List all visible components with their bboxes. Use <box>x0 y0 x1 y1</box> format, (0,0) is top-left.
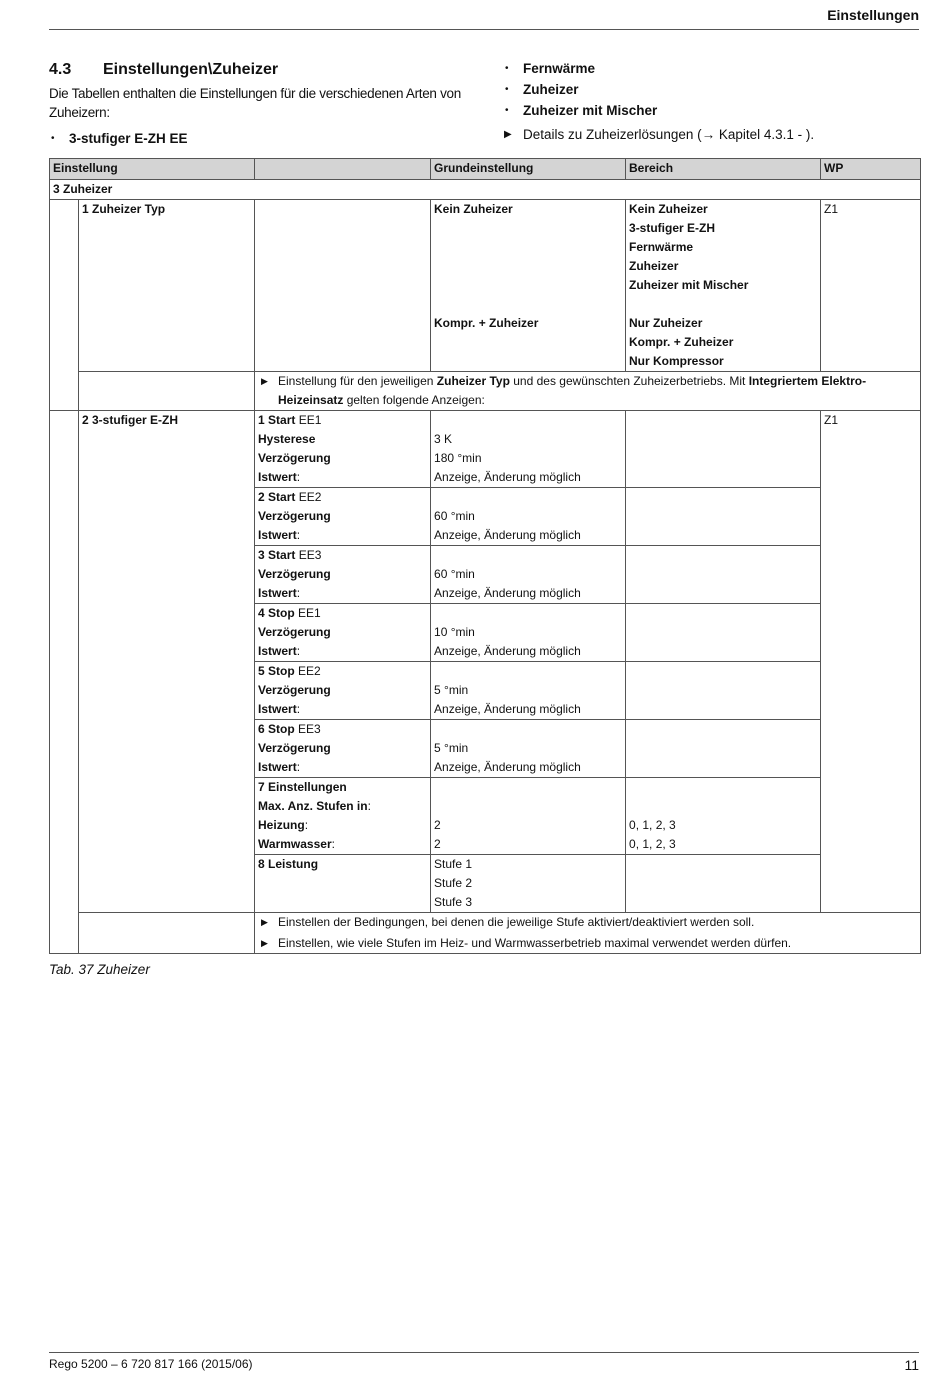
note-text: ▶ Einstellung für den jeweiligen Zuheizer Typ und des gewünschten Zuheizerbetriebs. Mit Integriertem Elektro-Heizeinsatz gelten folgende Anzeigen: <box>258 372 917 410</box>
note-text: ▶ Einstellen, wie viele Stufen im Heiz- und Warmwasserbetrieb maximal verwendet werden dürfen. <box>258 934 917 953</box>
wp-cell: Z1 <box>821 411 921 913</box>
note-text: ▶ Einstellen der Bedingungen, bei denen die jeweilige Stufe aktiviert/deaktiviert werden soll. <box>258 913 917 932</box>
param-cell: 3 Start EE3 Verzögerung Istwert: <box>255 546 431 604</box>
param-cell: 6 Stop EE3 Verzögerung Istwert: <box>255 720 431 778</box>
table-header-row <box>50 159 921 180</box>
range-value: Zuheizer mit Mischer <box>629 278 749 292</box>
range-value: Nur Zuheizer <box>629 316 703 330</box>
note-cell <box>255 372 921 411</box>
default-cell: 2 2 <box>431 778 626 855</box>
col-header-bereich: Bereich <box>626 159 821 180</box>
page-header <box>49 6 919 30</box>
indent-cell <box>50 200 79 411</box>
range-cell <box>626 662 821 720</box>
note-cell <box>255 913 921 954</box>
default-cell: 60 °min Anzeige, Änderung möglich <box>431 488 626 546</box>
group-label: 3 Zuheizer <box>50 180 921 200</box>
group-row <box>50 180 921 200</box>
intro-text: Die Tabellen enthalten die Einstellungen für die verschiedenen Arten von Zuheizern: <box>49 86 461 120</box>
range-value: Kompr. + Zuheizer <box>629 335 734 349</box>
range-value: Nur Kompressor <box>629 354 724 368</box>
default-cell <box>431 200 626 372</box>
param-cell: 8 Leistung <box>255 855 431 913</box>
note-row <box>50 913 921 954</box>
details-reference: ▶ Details zu Zuheizerlösungen (→ Kapitel 4.3.1 - ). <box>503 124 923 145</box>
empty-cell <box>79 372 255 411</box>
table-row <box>50 200 921 372</box>
range-cell: 0, 1, 2, 3 0, 1, 2, 3 <box>626 778 821 855</box>
list-item: • Zuheizer mit Mischer <box>503 100 923 121</box>
page-number: 11 <box>904 1357 919 1373</box>
section-title <box>49 60 479 80</box>
indent-cell <box>50 411 79 954</box>
range-value: Kein Zuheizer <box>629 202 708 216</box>
range-value: Fernwärme <box>629 240 694 254</box>
header-title: Einstellungen <box>827 7 919 23</box>
range-value: 3-stufiger E-ZH <box>629 221 716 235</box>
range-cell <box>626 855 821 913</box>
col-header-grundeinstellung: Grundeinstellung <box>431 159 626 180</box>
range-cell <box>626 411 821 488</box>
range-cell <box>626 200 821 372</box>
page-footer <box>49 1352 919 1373</box>
param-cell: 5 Stop EE2 Verzögerung Istwert: <box>255 662 431 720</box>
param-cell: 7 Einstellungen Max. Anz. Stufen in: Heizung: Warmwasser: <box>255 778 431 855</box>
type-list-right <box>503 58 923 145</box>
param-cell: 2 Start EE2 Verzögerung Istwert: <box>255 488 431 546</box>
default-cell: 5 °min Anzeige, Änderung möglich <box>431 720 626 778</box>
range-cell <box>626 604 821 662</box>
list-item: • 3-stufiger E-ZH EE <box>49 128 479 149</box>
table-row <box>50 411 921 488</box>
setting-label: 1 Zuheizer Typ <box>79 200 255 372</box>
col-header-blank <box>255 159 431 180</box>
default-cell: 3 K 180 °min Anzeige, Änderung möglich <box>431 411 626 488</box>
note-row <box>50 372 921 411</box>
section-head <box>49 60 479 149</box>
range-cell <box>626 546 821 604</box>
default-cell: 10 °min Anzeige, Änderung möglich <box>431 604 626 662</box>
param-cell: 1 Start EE1 Hysterese Verzögerung Istwert: <box>255 411 431 488</box>
list-item: • Fernwärme <box>503 58 923 79</box>
settings-table <box>49 158 921 954</box>
section-title-text: Einstellungen\Zuheizer <box>103 61 279 78</box>
setting-label: 2 3-stufiger E-ZH <box>79 411 255 913</box>
default-value: Kompr. + Zuheizer <box>434 316 539 330</box>
footer-doc: Rego 5200 – 6 720 817 166 (2015/06) <box>49 1357 253 1371</box>
param-cell: 4 Stop EE1 Verzögerung Istwert: <box>255 604 431 662</box>
list-item: • Zuheizer <box>503 79 923 100</box>
range-value: Zuheizer <box>629 259 679 273</box>
wp-cell: Z1 <box>821 200 921 372</box>
empty-cell <box>255 200 431 372</box>
default-cell: 60 °min Anzeige, Änderung möglich <box>431 546 626 604</box>
default-cell: 5 °min Anzeige, Änderung möglich <box>431 662 626 720</box>
col-header-einstellung: Einstellung <box>50 159 255 180</box>
empty-cell <box>79 913 255 954</box>
type-list-left <box>49 128 479 149</box>
col-header-wp: WP <box>821 159 921 180</box>
default-cell: Stufe 1 Stufe 2 Stufe 3 <box>431 855 626 913</box>
section-number: 4.3 <box>49 61 72 78</box>
range-cell <box>626 720 821 778</box>
range-cell <box>626 488 821 546</box>
default-value: Kein Zuheizer <box>434 202 513 216</box>
table-caption: Tab. 37 Zuheizer <box>49 962 150 977</box>
